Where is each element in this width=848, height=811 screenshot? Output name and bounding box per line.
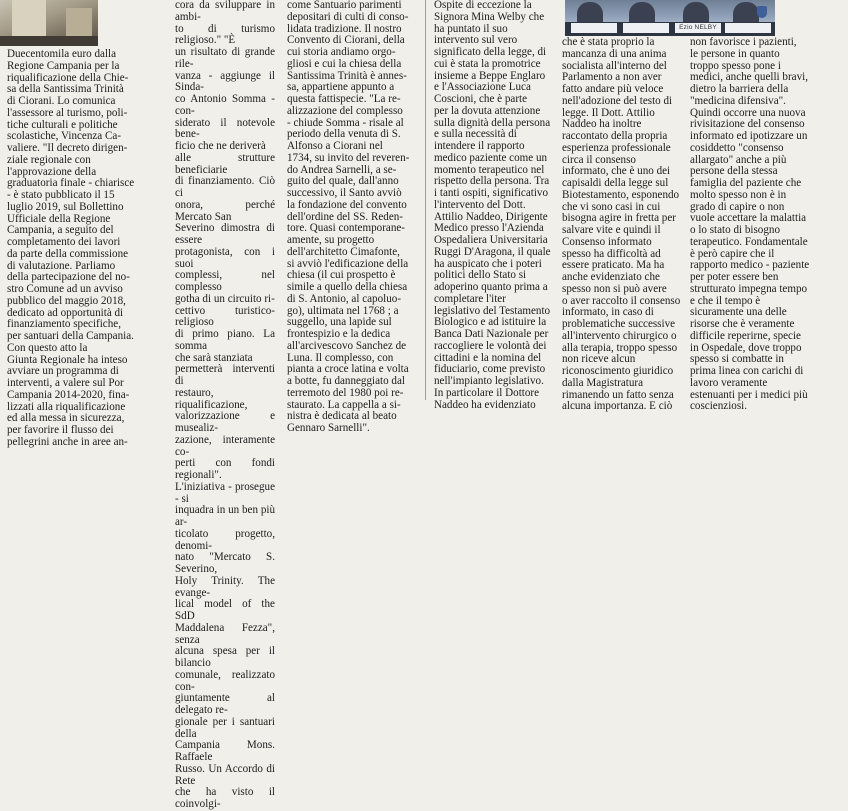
column-text: che è stata proprio la mancanza di una anima socialista all'interno del Parlamento a non aver fatto andare più veloce nell'adozione del testo di legge. Il Dott. Attilio Naddeo ha inoltre raccontato della propria esperienza professionale circa il consenso informato, che è uno dei capisaldi della legge sul Biotestamento, esponendo che vi sono casi in cui bisogna agire in fretta per salvare vite e quindi il Consenso informato spesso ha difficoltà ad essere praticato. Ma ha anche evidenziato che spesso non si può avere o aver raccolto il consenso informato, in caso di problematiche successive all'intervento chirurgico o alla terapia, troppo spesso non riceve alcun riconoscimento giuridico dalla Magistratura rimanendo un fatto senza alcuna importanza. E ciò <box>562 36 681 413</box>
article-column-3 <box>287 0 416 434</box>
article-column-5 <box>562 0 682 413</box>
column-divider <box>425 0 426 400</box>
article-column-4 <box>434 0 551 411</box>
column-text: Duecentomila euro dalla Regione Campania per la riqualificazione della Chie- sa della Santissima Trinità di Ciorani. Lo comunica l'assessore al turismo, poli- tiche culturali e politiche scolastiche, Vincenza Ca- valiere. "Il decreto dirigen- ziale regionale con l'approvazione della graduatoria finale - chiarisce - è stato pubblicato il 15 luglio 2019, sul Bollettino Ufficiale della Regione Campania, a seguito del completamento dei lavori da parte della commissione di valutazione. Parliamo della partecipazione del no- stro Comune ad un avviso pubblico del maggio 2018, dedicato ad opportunità di finanziamento specifiche, per santuari della Campania. Con questo atto la Giunta Regionale ha inteso avviare un programma di interventi, a valere sul Por Campania 2014-2020, fina- lizzati alla riqualificazione ed alla messa in sicurezza, per favorire il flusso dei pellegrini anche in aree an- <box>7 48 135 448</box>
column-text: non favorisce i pazienti, le persone in quanto troppo spesso pone i medici, anche quelli bravi, dietro la barriera della "medicina difensiva". Quindi occorre una nuova rivisitazione del consenso informato ed ipotizzare un cosiddetto "consenso allargato" anche a più persone della stessa famiglia del paziente che molto spesso non è in grado di capire o non vuole accettare la malattia o lo stato di bisogno terapeutico. Fondamentale è però capire che il rapporto medico - paziente per poter essere ben strutturato impegna tempo e che il tempo è sicuramente una delle risorse che è veramente difficile reperirne, specie in Ospedale, dove troppo spesso si combatte in prima linea con carichi di lavoro veramente estenuanti per i medici più coscienziosi. <box>690 36 810 413</box>
column-text: cora da sviluppare in ambi- to di turismo religioso." "È un risultato di grande rile- vanza - aggiunge il Sinda- co Antonio Somma - con- siderato il notevole bene- ficio che ne deriverà alle strutture beneficiarie di finanziamento. Ciò ci onora, perché Mercato San Severino dimostra di essere protagonista, con i suoi complessi, nel complesso gotha di un circuito ri- cettivo turistico-religioso di primo piano. La somma che sarà stanziata permetterà interventi di restauro, riqualificazione, valorizzazione e musealiz- zazione, interamente co- perti con fondi regionali". L'iniziativa - prosegue - si inquadra in un ben più ar- ticolato progetto, denomi- nato "Mercato S. Severino, Holy Trinity. The evange- lical model of the SdD Maddalena Fezza", senza alcuna spesa per il bilancio comunale, realizzato con- giuntamente al delegato re- gionale per i santuari della Campania Mons. Raffaele Russo. Un Accordo di Rete che ha visto il coinvolgi- <box>175 0 275 810</box>
name-card: Ezio NELBY <box>675 23 721 33</box>
article-column-1 <box>7 0 163 448</box>
article-column-6 <box>690 0 825 413</box>
article-column-2 <box>175 0 275 810</box>
column-text: come Santuario parimenti depositari di culti di conso- lidata tradizione. Il nostro Convento di Ciorani, della cui storia andiamo orgo- gliosi e cui la chiesa della Santissima Trinità è annes- sa, appartiene appunto a questa fattispecie. "La re- alizzazione del complesso - chiude Somma - risale al periodo della venuta di S. Alfonso a Ciorani nel 1734, su invito del reveren- do Andrea Sarnelli, a se- guito del quale, dall'anno successivo, il Santo avviò la fondazione del convento dell'ordine del SS. Reden- tore. Quasi contemporane- amente, su progetto dell'architetto Cimafonte, si avviò l'edificazione della chiesa (il cui prospetto è simile a quello della chiesa di S. Antonio, al capoluo- go), ultimata nel 1768 ; a suggello, una lapide sul frontespizio e la dedica all'arcivescovo Sanchez de Luna. Il complesso, con pianta a croce latina e volta a botte, fu danneggiato dal terremoto del 1980 poi re- staurato. La cappella a si- nistra è dedicata al beato Gennaro Sarnelli". <box>287 0 410 434</box>
column-text: Ospite di eccezione la Signora Mina Welby che ha puntato il suo intervento sul vero significato della legge, di cui è stata la promotrice insieme a Beppe Englaro e l'Associazione Luca Coscioni, che è parte per la dovuta attenzione sulla dignità della persona e sulla necessità di intendere il rapporto medico paziente come un momento terapeutico nel rispetto della persona. Tra i tanti ospiti, significativo l'intervento del Dott. Attilio Naddeo, Dirigente Medico presso l'Azienda Ospedaliera Universitaria Ruggi D'Aragona, il quale ha auspicato che i poteri politici dello Stato si adoperino quanto prima a completare l'iter legislativo del Testamento Biologico e ad istituire la Banca Dati Nazionale per raccogliere le volontà dei cittadini e la nomina del fiduciario, come previsto nell'impianto legislativo. In particolare il Dottore Naddeo ha evidenziato <box>434 0 551 411</box>
